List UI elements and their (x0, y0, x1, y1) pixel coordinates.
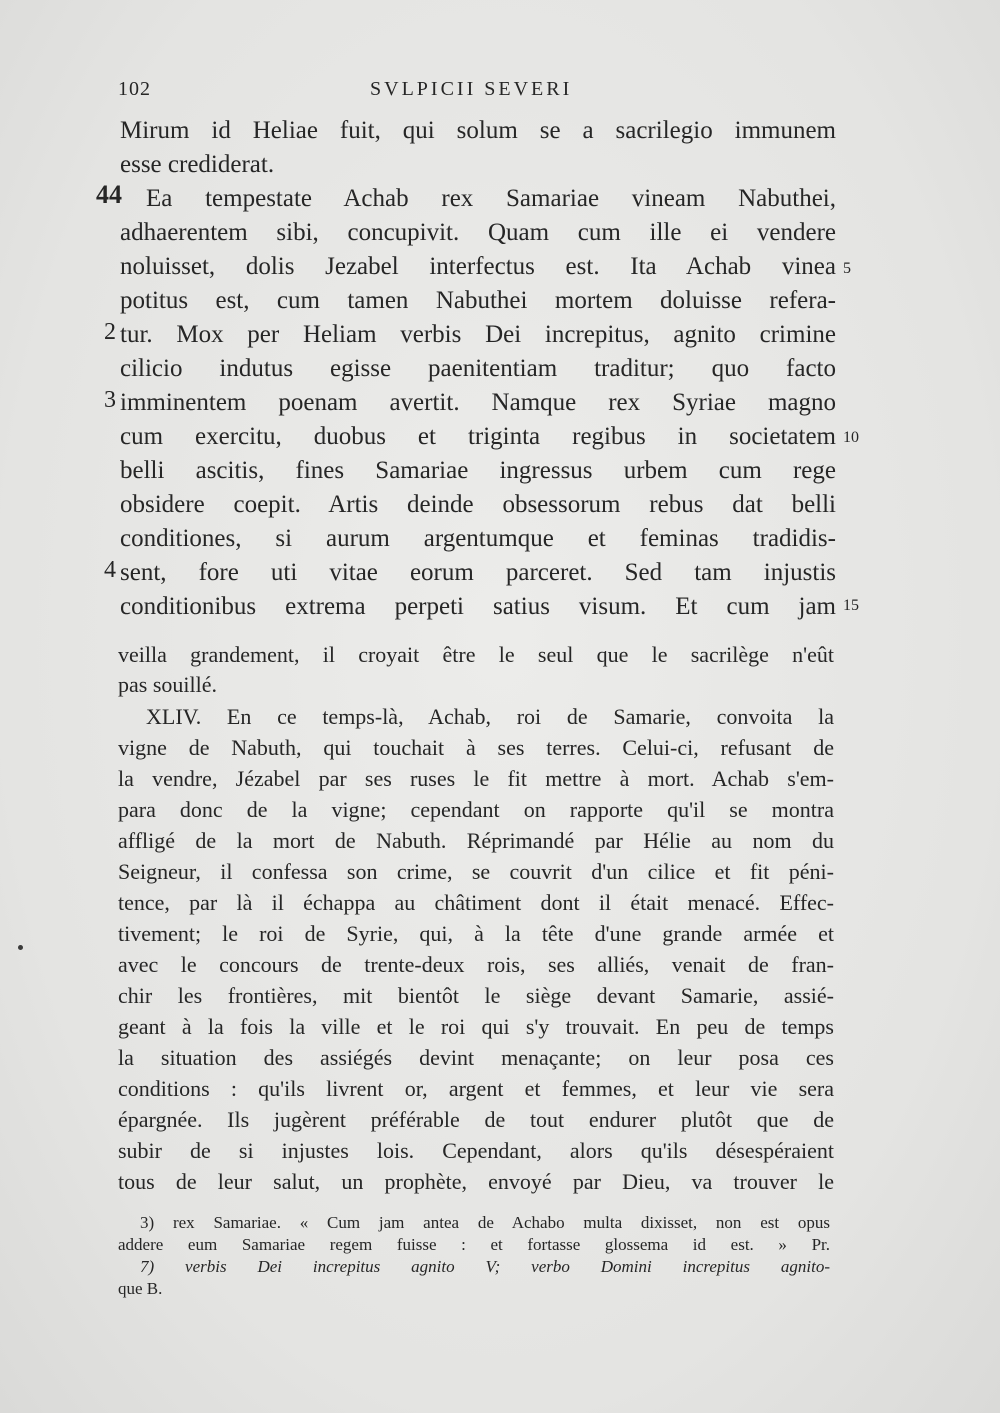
french-line: tivement; le roi de Syrie, qui, à la tête d'une grande armée et (118, 921, 834, 946)
french-line: subir de si injustes lois. Cependant, alors qu'ils désespéraient (118, 1138, 834, 1163)
latin-line: cum exercitu, duobus et triginta regibus in societatem (120, 423, 836, 450)
french-line: avec le concours de trente-deux rois, ses alliés, venait de fran- (118, 952, 834, 977)
footnote-line: 3) rex Samariae. « Cum jam antea de Achabo multa dixisset, non est opus (140, 1213, 830, 1232)
latin-line: imminentem poenam avertit. Namque rex Syriae magno (120, 389, 836, 416)
latin-line: tur. Mox per Heliam verbis Dei increpitus, agnito crimine (120, 321, 836, 348)
line-number: 15 (843, 597, 859, 614)
footnote-line: addere eum Samariae regem fuisse : et fortasse glossema id est. » Pr. (118, 1235, 830, 1254)
french-line: XLIV. En ce temps-là, Achab, roi de Samarie, convoita la (146, 704, 834, 729)
latin-line: esse crediderat. (120, 151, 275, 178)
latin-line: obsidere coepit. Artis deinde obsessorum rebus dat belli (120, 491, 836, 518)
french-line: para donc de la vigne; cependant on rapporte qu'il se montra (118, 797, 834, 822)
latin-line: belli ascitis, fines Samariae ingressus urbem cum rege (120, 457, 836, 484)
latin-line: adhaerentem sibi, concupivit. Quam cum ille ei vendere (120, 219, 836, 246)
running-title: SVLPICII SEVERI (370, 78, 573, 100)
latin-line: conditiones, si aurum argentumque et feminas tradidis- (120, 525, 836, 552)
line-number: 10 (843, 429, 859, 446)
latin-line: sent, fore uti vitae eorum parceret. Sed tam injustis (120, 559, 836, 586)
section-number: 2 (104, 319, 116, 345)
latin-line: Mirum id Heliae fuit, qui solum se a sacrilegio immunem (120, 117, 836, 144)
french-line: affligé de la mort de Nabuth. Réprimandé par Hélie au nom du (118, 828, 834, 853)
latin-line: cilicio indutus egisse paenitentiam traditur; quo facto (120, 355, 836, 382)
french-line: geant à la fois la ville et le roi qui s'y trouvait. En peu de temps (118, 1014, 834, 1039)
print-speck (18, 945, 23, 950)
section-number: 4 (104, 557, 116, 583)
french-line: vigne de Nabuth, qui touchait à ses terres. Celui-ci, refusant de (118, 735, 834, 760)
latin-line: conditionibus extrema perpeti satius visum. Et cum jam (120, 593, 836, 620)
line-number: 5 (843, 260, 851, 277)
footnote-line: que B. (118, 1279, 163, 1298)
latin-line: potitus est, cum tamen Nabuthei mortem doluisse refera- (120, 287, 836, 314)
french-line: la situation des assiégés devint menaçante; on leur posa ces (118, 1045, 834, 1070)
french-line: veilla grandement, il croyait être le seul que le sacrilège n'eût (118, 642, 834, 667)
french-line: tous de leur salut, un prophète, envoyé par Dieu, va trouver le (118, 1169, 834, 1194)
latin-line: noluisset, dolis Jezabel interfectus est. Ita Achab vinea (120, 253, 836, 280)
french-line: chir les frontières, mit bientôt le siège devant Samarie, assié- (118, 983, 834, 1008)
french-line: la vendre, Jézabel par ses ruses le fit mettre à mort. Achab s'em- (118, 766, 834, 791)
page-number: 102 (118, 78, 151, 100)
french-line: pas souillé. (118, 672, 217, 697)
french-line: conditions : qu'ils livrent or, argent et femmes, et leur vie sera (118, 1076, 834, 1101)
page-header (118, 78, 838, 104)
chapter-number: 44 (96, 180, 122, 209)
french-line: Seigneur, il confessa son crime, se couvrit d'un cilice et fit péni- (118, 859, 834, 884)
section-number: 3 (104, 387, 116, 413)
french-line: épargnée. Ils jugèrent préférable de tout endurer plutôt que de (118, 1107, 834, 1132)
footnote-line: 7) verbis Dei increpitus agnito V; verbo Domini increpitus agnito- (140, 1257, 830, 1276)
latin-line: Ea tempestate Achab rex Samariae vineam Nabuthei, (146, 185, 836, 212)
french-line: tence, par là il échappa au châtiment dont il était menacé. Effec- (118, 890, 834, 915)
